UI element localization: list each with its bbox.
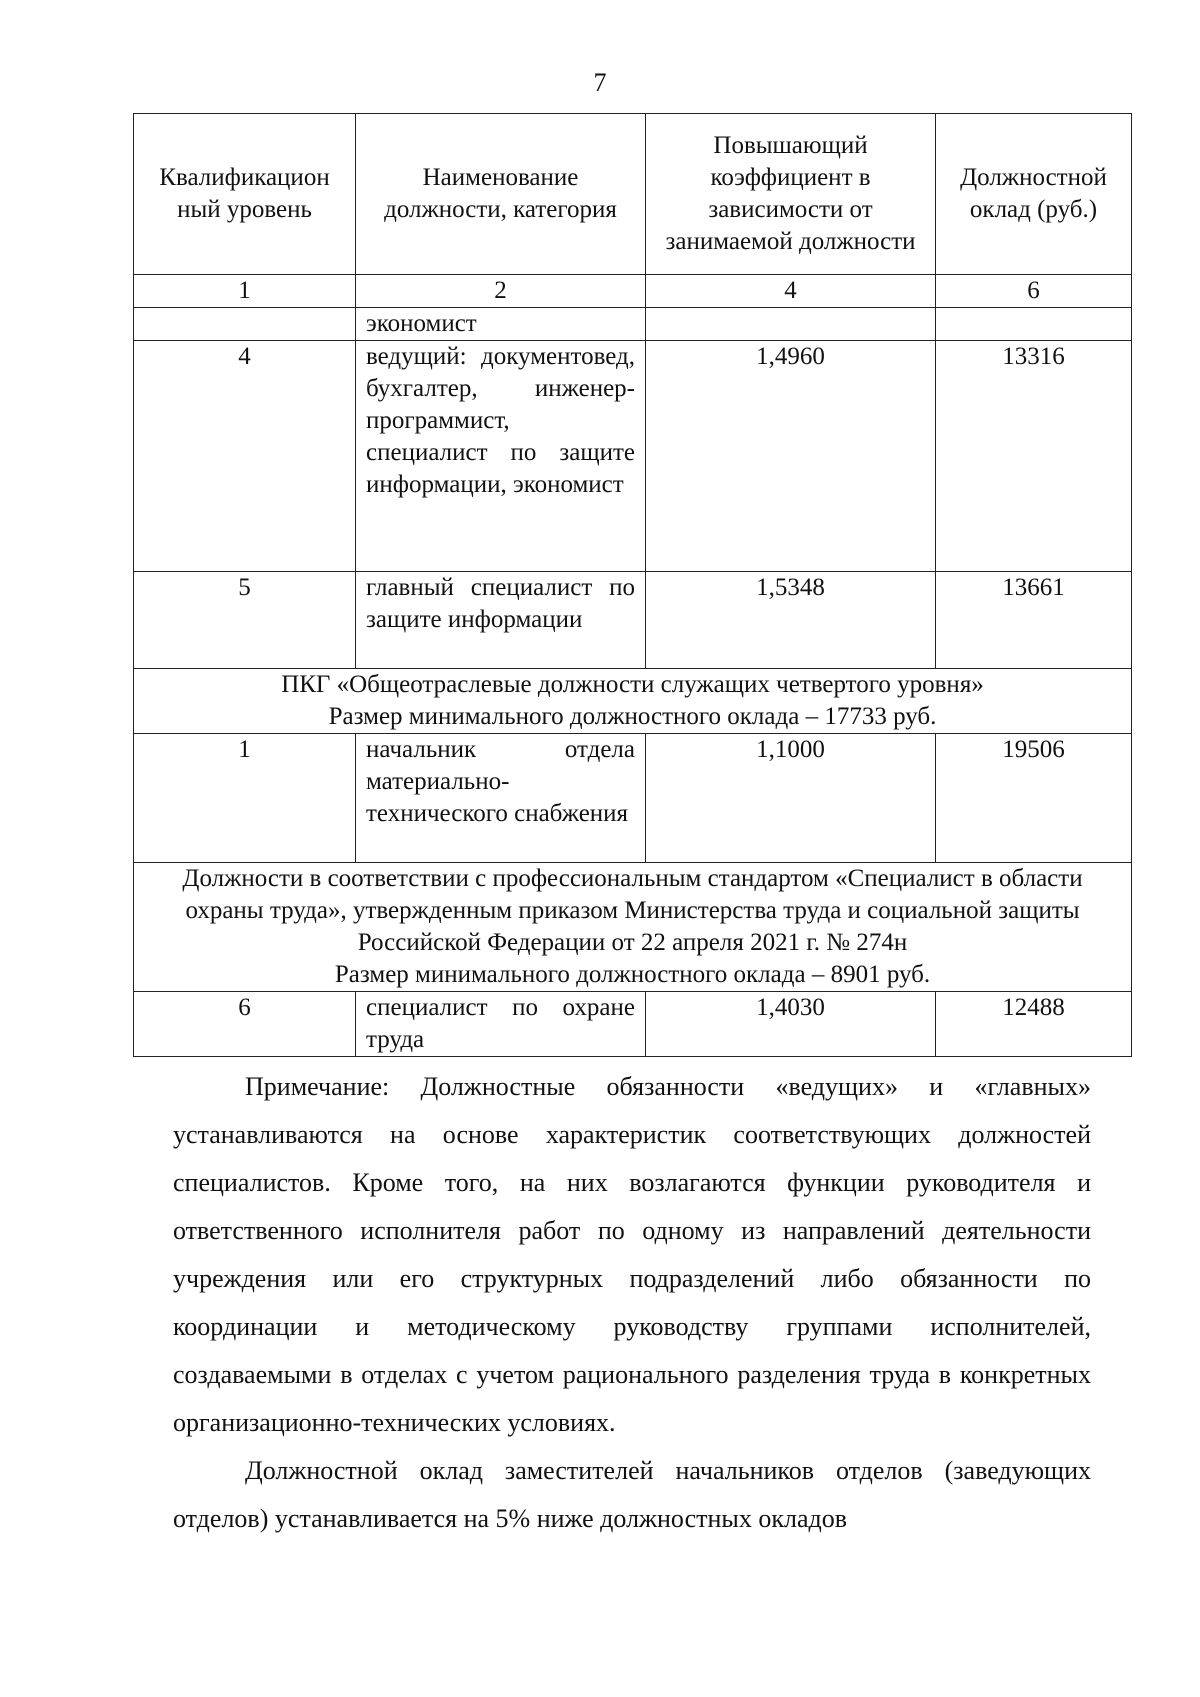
column-number: 2 (356, 275, 646, 308)
header-salary: Должностной оклад (руб.) (936, 114, 1132, 275)
level-cell (134, 308, 356, 341)
group-min-salary: Размер минимального должностного оклада – 17733 руб. (328, 703, 937, 730)
group-row (134, 863, 1132, 992)
table-header-row (134, 114, 1132, 275)
group-title: Должности в соответствии с профессиональным стандартом «Специалист в области охраны труда», утвержденным приказом Министерства труда и социальной защиты Российской Федерации от 22 апреля 2021 г. № 274н (182, 865, 1083, 956)
salary-cell: 13661 (936, 572, 1132, 669)
table-row (134, 308, 1132, 341)
group-heading (134, 669, 1132, 734)
position-cell: экономист (356, 308, 646, 341)
salary-cell: 12488 (936, 992, 1132, 1057)
note-paragraph: Примечание: Должностные обязанности «ведущих» и «главных» устанавливаются на основе характеристик соответствующих должностей специалистов. Кроме того, на них возлагаются функции руководителя и ответственного исполнителя работ по одному из направлений деятельности учреждения или его структурных подразделений либо обязанности по координации и методическому руководству группами исполнителей, создаваемыми в отделах с учетом рационального разделения труда в конкретных организационно-технических условиях. (173, 1072, 1091, 1437)
salary-cell: 13316 (936, 341, 1132, 572)
level-cell: 4 (134, 341, 356, 572)
position-cell: начальник отдела материально-технического снабжения (356, 734, 646, 863)
level-cell: 6 (134, 992, 356, 1057)
salary-cell: 19506 (936, 734, 1132, 863)
table-row (134, 734, 1132, 863)
column-numbers-row (134, 275, 1132, 308)
coefficient-cell: 1,1000 (646, 734, 936, 863)
page-number: 7 (593, 68, 607, 97)
header-qualification-level: Квалификацион ный уровень (134, 114, 356, 275)
position-cell: главный специалист по защите информации (356, 572, 646, 669)
position-cell: ведущий: документовед, бухгалтер, инженер-программист, специалист по защите информации, экономист (356, 341, 646, 572)
coefficient-cell: 1,4960 (646, 341, 936, 572)
coefficient-cell (646, 308, 936, 341)
header-coefficient: Повышающий коэффициент в зависимости от занимаемой должности (646, 114, 936, 275)
level-cell: 1 (134, 734, 356, 863)
table-row (134, 341, 1132, 572)
group-row (134, 669, 1132, 734)
header-position-name: Наименование должности, категория (356, 114, 646, 275)
notes-section (173, 1063, 1091, 1543)
salary-cell (936, 308, 1132, 341)
group-min-salary: Размер минимального должностного оклада – 8901 руб. (334, 961, 931, 988)
column-number: 1 (134, 275, 356, 308)
column-number: 4 (646, 275, 936, 308)
column-number: 6 (936, 275, 1132, 308)
table-row (134, 992, 1132, 1057)
table-row (134, 572, 1132, 669)
coefficient-cell: 1,4030 (646, 992, 936, 1057)
group-heading (134, 863, 1132, 992)
coefficient-cell: 1,5348 (646, 572, 936, 669)
salary-table (133, 113, 1132, 1057)
level-cell: 5 (134, 572, 356, 669)
note-paragraph: Должностной оклад заместителей начальников отделов (заведующих отделов) устанавливается на 5% ниже должностных окладов (173, 1456, 1091, 1533)
position-cell: специалист по охране труда (356, 992, 646, 1057)
group-title: ПКГ «Общеотраслевые должности служащих четвертого уровня» (281, 671, 984, 698)
